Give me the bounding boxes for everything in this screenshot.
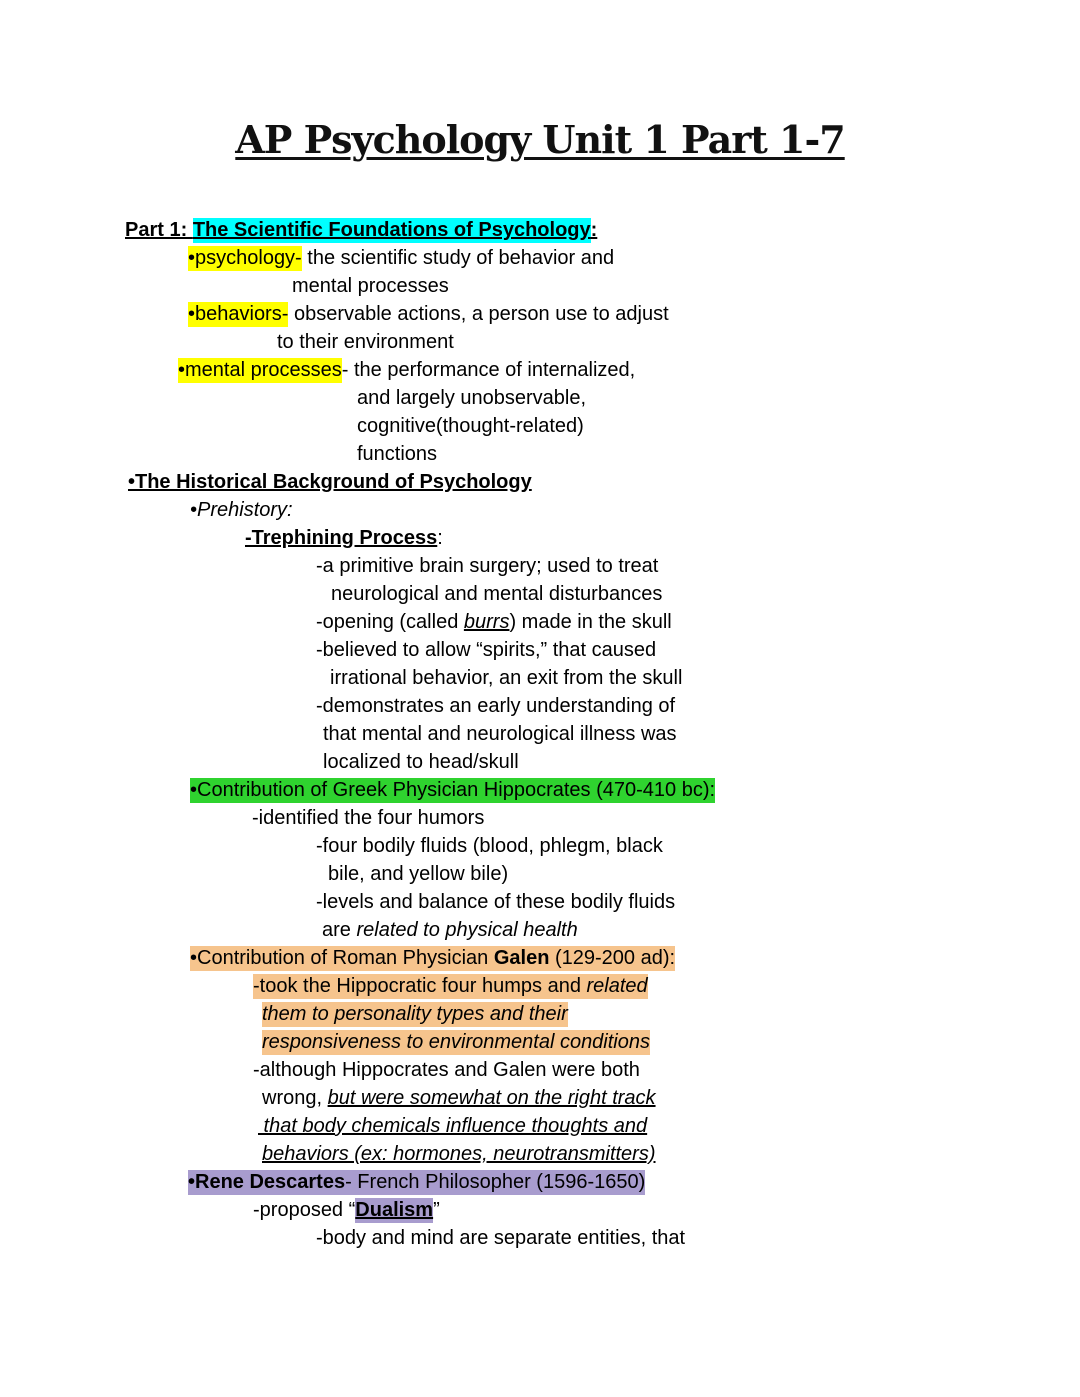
text-line <box>330 664 1080 692</box>
text-segment: -Trephining Process <box>245 527 438 549</box>
text-line <box>331 580 1080 608</box>
text-segment: : <box>590 219 598 241</box>
highlighted-text: (129-200 ad): <box>549 947 676 969</box>
text-segment: to their environment <box>277 331 454 353</box>
text-segment: wrong, <box>262 1087 328 1109</box>
text-segment: are <box>322 919 357 941</box>
text-segment: -body and mind are separate entities, that <box>316 1227 686 1249</box>
text-segment: -four bodily fluids (blood, phlegm, black <box>316 835 663 857</box>
highlighted-text: •psychology- <box>188 247 302 269</box>
text-line <box>357 412 1080 440</box>
text-segment: -although Hippocrates and Galen were both <box>253 1059 640 1081</box>
text-line <box>125 216 1080 244</box>
text-line <box>262 1028 1080 1056</box>
document-body <box>0 216 1080 1252</box>
text-segment: that mental and neurological illness was <box>323 723 677 745</box>
text-segment: ” <box>433 1199 440 1221</box>
text-line <box>323 720 1080 748</box>
text-segment: •Prehistory: <box>190 499 293 521</box>
text-segment: localized to head/skull <box>323 751 519 773</box>
text-line <box>316 552 1080 580</box>
highlighted-text: - French Philosopher (1596-1650) <box>345 1171 646 1193</box>
text-line <box>245 524 1080 552</box>
text-segment: bile, and yellow bile) <box>328 863 509 885</box>
text-line <box>188 300 1080 328</box>
text-segment: the scientific study of behavior and <box>301 247 615 269</box>
text-line <box>190 496 1080 524</box>
text-line <box>188 244 1080 272</box>
text-line <box>277 328 1080 356</box>
text-line <box>262 1000 1080 1028</box>
highlighted-text: responsiveness to environmental conditions <box>262 1031 650 1053</box>
text-segment: Part 1: <box>125 219 193 241</box>
text-line <box>316 832 1080 860</box>
text-line <box>190 944 1080 972</box>
text-segment: -demonstrates an early understanding of <box>316 695 676 717</box>
text-line <box>262 1140 1080 1168</box>
text-line <box>316 888 1080 916</box>
highlighted-text: related <box>586 975 648 997</box>
text-segment: -proposed “ <box>253 1199 356 1221</box>
text-segment: •The Historical Background of Psychology <box>128 471 532 493</box>
highlighted-text: Galen <box>493 947 550 969</box>
text-line <box>357 384 1080 412</box>
text-line <box>292 272 1080 300</box>
text-segment: ) made in the skull <box>509 611 672 633</box>
highlighted-text: •Rene Descartes <box>188 1171 346 1193</box>
text-segment: but were somewhat on the right track <box>327 1087 656 1109</box>
text-segment: and largely unobservable, <box>357 387 587 409</box>
text-line <box>322 916 1080 944</box>
highlighted-text: •behaviors- <box>188 303 289 325</box>
highlighted-text: -took the Hippocratic four humps and <box>253 975 587 997</box>
text-segment: related to physical health <box>356 919 578 941</box>
text-segment: -a primitive brain surgery; used to treat <box>316 555 659 577</box>
text-line <box>316 608 1080 636</box>
highlighted-text: •Contribution of Greek Physician Hippocrates (470-410 bc): <box>190 779 716 801</box>
text-segment: mental processes <box>292 275 449 297</box>
text-line <box>316 636 1080 664</box>
text-line <box>253 1056 1080 1084</box>
text-line <box>178 356 1080 384</box>
text-line <box>323 748 1080 776</box>
text-segment: -opening (called <box>316 611 464 633</box>
text-segment: - the performance of internalized, <box>341 359 636 381</box>
text-line <box>316 692 1080 720</box>
text-line <box>357 440 1080 468</box>
highlighted-text: Dualism <box>355 1199 434 1221</box>
text-line <box>188 1168 1080 1196</box>
text-line <box>328 860 1080 888</box>
text-segment: -identified the four humors <box>252 807 485 829</box>
text-segment: -levels and balance of these bodily fluids <box>316 891 676 913</box>
text-segment: neurological and mental disturbances <box>331 583 663 605</box>
text-segment: observable actions, a person use to adjust <box>288 303 669 325</box>
text-line <box>252 804 1080 832</box>
text-segment: behaviors (ex: hormones, neurotransmitters) <box>262 1143 656 1165</box>
text-segment: functions <box>357 443 438 465</box>
text-line <box>253 1196 1080 1224</box>
text-segment: irrational behavior, an exit from the skull <box>330 667 683 689</box>
text-line <box>190 776 1080 804</box>
text-segment: burrs <box>463 611 510 633</box>
text-line <box>316 1224 1080 1252</box>
highlighted-text: The Scientific Foundations of Psychology <box>192 219 591 241</box>
text-line <box>262 1084 1080 1112</box>
page-title: AP Psychology Unit 1 Part 1-7 <box>235 117 845 162</box>
text-segment: that body chemicals influence thoughts and <box>258 1115 648 1137</box>
text-segment: : <box>437 527 443 549</box>
highlighted-text: them to personality types and their <box>262 1003 568 1025</box>
highlighted-text: •Contribution of Roman Physician <box>190 947 494 969</box>
text-segment: -believed to allow “spirits,” that caused <box>316 639 657 661</box>
text-line <box>128 468 1080 496</box>
text-line <box>258 1112 1080 1140</box>
highlighted-text: •mental processes <box>178 359 342 381</box>
text-segment: cognitive(thought-related) <box>357 415 584 437</box>
text-line <box>253 972 1080 1000</box>
